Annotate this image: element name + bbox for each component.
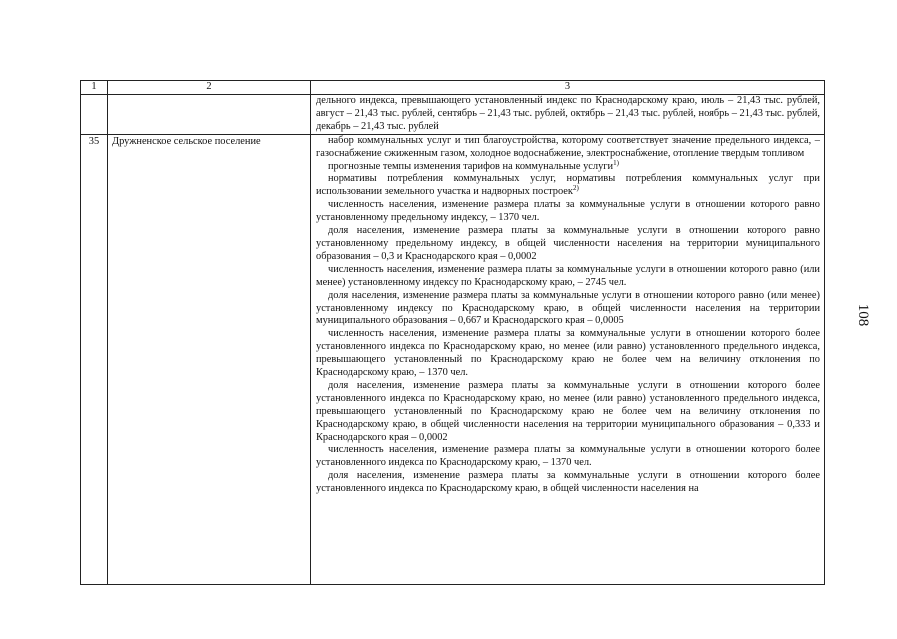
- footnote-mark-1: 1): [613, 158, 619, 167]
- paragraph-share-between: доля населения, изменение размера платы за коммунальные услуги в отношении которого более установленного индекса по Краснодарскому краю, но менее (или равно) установленного предельного индекса, превышающего установленный по Краснодарскому краю не более чем на величину отклонения по Краснодарскому краю, в общей численности населения на территории муниципального образования – 0,333 и Краснодарского края – 0,0002: [316, 379, 820, 443]
- paragraph-population-more: численность населения, изменение размера платы за коммунальные услуги в отношении которого более установленного индекса по Краснодарскому краю, – 1370 чел.: [316, 444, 820, 469]
- header-col-3: 3: [311, 81, 825, 95]
- paragraph-share-equal: доля населения, изменение размера платы за коммунальные услуги в отношении которого равно установленному предельному индексу, в общей численности населения на территории муниципального образования – 0,3 и Краснодарского края – 0,0002: [316, 225, 820, 262]
- paragraph-services: набор коммунальных услуг и тип благоустройства, которому соответствует значение предельного индекса, – газоснабжение сжиженным газом, холодное водоснабжение, электроснабжение, отопление твердым топливом: [316, 134, 820, 159]
- paragraph-population-less: численность населения, изменение размера платы за коммунальные услуги в отношении которого равно (или менее) установленному индексу по Краснодарскому краю, – 2745 чел.: [316, 263, 820, 288]
- paragraph-population-equal: численность населения, изменение размера платы за коммунальные услуги в отношении которого равно установленному предельному индексу, – 1370 чел.: [316, 199, 820, 224]
- data-table: [80, 80, 825, 585]
- paragraph-tariffs: прогнозные темпы изменения тарифов на коммунальные услуги$^{1)}$: [328, 158, 619, 172]
- settlement-name: Дружненское сельское поселение: [108, 134, 311, 584]
- row-number: 35: [81, 134, 108, 584]
- header-col-1: 1: [81, 81, 108, 95]
- table-header-row: [81, 81, 825, 95]
- continuation-row: [81, 95, 825, 135]
- paragraph-share-less: доля населения, изменение размера платы за коммунальные услуги в отношении которого равно (или менее) установленному индексу по Краснодарскому краю, в общей численности населения на территории муниципального образования – 0,667 и Краснодарского края – 0,0005: [316, 289, 820, 327]
- footnote-mark-2: 2): [572, 184, 579, 193]
- paragraph-share-more: доля населения, изменение размера платы за коммунальные услуги в отношении которого более установленного индекса по Краснодарскому краю, в общей численности населения на: [316, 470, 820, 495]
- paragraph-population-between: численность населения, изменение размера платы за коммунальные услуги в отношении которого более установленного индекса по Краснодарскому краю, но менее (или равно) установленного предельного индекса, превышающего установленный по Краснодарскому краю не более чем на величину отклонения по Краснодарскому краю, – 1370 чел.: [316, 328, 820, 379]
- continuation-text: [311, 95, 825, 135]
- paragraph-norms: нормативы потребления коммунальных услуг, нормативы потребления коммунальных услуг при использовании земельного участка и надворных построек$^{2)}$: [316, 173, 820, 198]
- header-col-2: 2: [108, 81, 311, 95]
- row-details: [311, 134, 825, 584]
- page-number: 108: [855, 303, 872, 327]
- table-row: [81, 134, 825, 584]
- continuation-paragraph: дельного индекса, превышающего установленный индекс по Краснодарскому краю, июль – 21,43 тыс. рублей, август – 21,43 тыс. рублей, сентябрь – 21,43 тыс. рублей, октябрь – 21,43 тыс. рублей, ноябрь – 21,43 тыс. рублей, декабрь – 21,43 тыс. рублей: [316, 95, 820, 132]
